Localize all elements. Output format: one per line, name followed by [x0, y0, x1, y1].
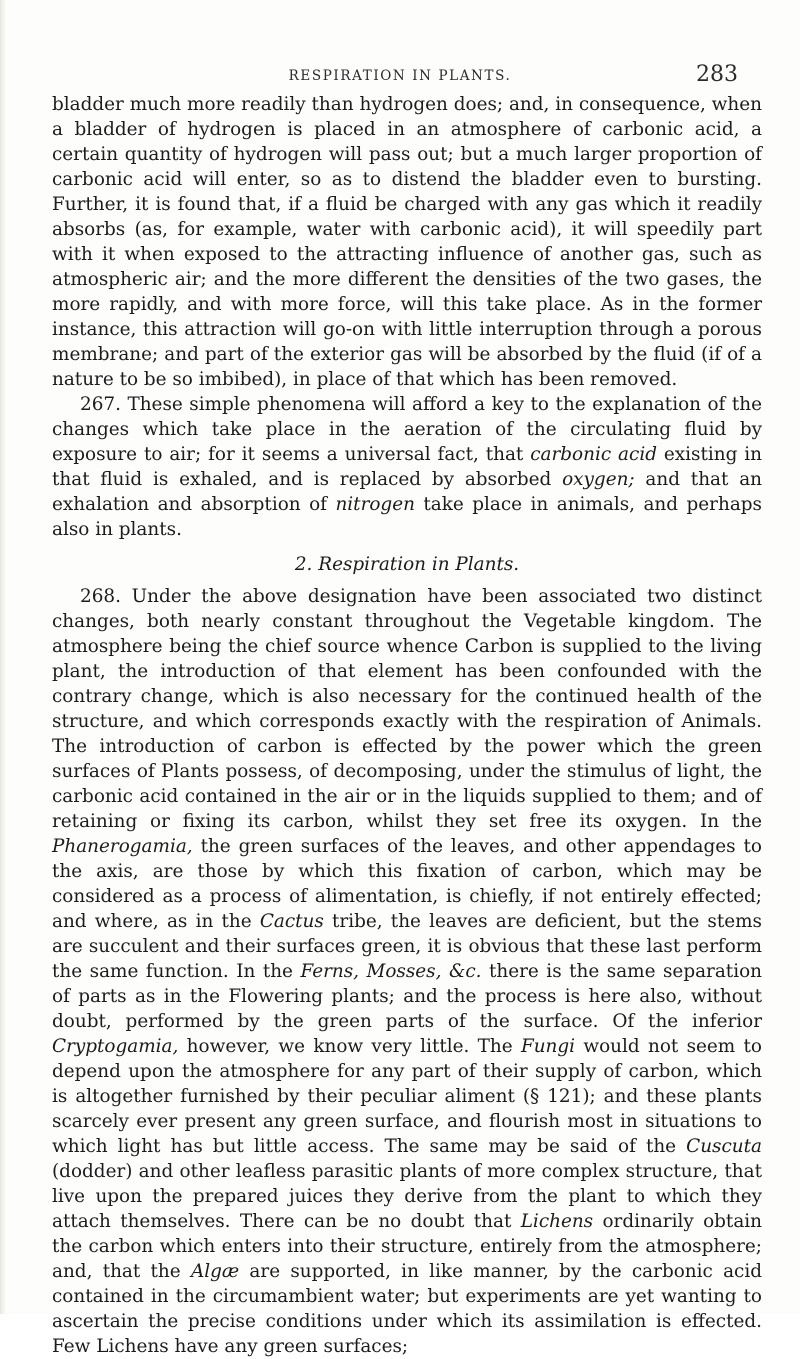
running-head: [60, 62, 740, 92]
paragraph-268: [52, 584, 762, 1359]
paragraph-268-text: there is the same separation of parts as in the Flowering plants; and the process is here also, without doubt, performed by the green parts of the surface. Of the inferior: [52, 961, 763, 1032]
paragraph-268-text: (dodder) and other leafless parasitic plants of more complex structure, that live upon the prepared juices they derive from the plant to which they attach themselves. There can be no doubt that: [52, 1161, 762, 1232]
italic-term: Cactus: [259, 911, 324, 932]
italic-term: nitrogen: [335, 494, 415, 515]
paragraph-267-text: and that an exhalation and absorption of: [52, 469, 762, 515]
italic-term: Fungi: [520, 1036, 576, 1057]
paragraph-268-text: 268. Under the above designation have been associated two distinct changes, both nearly constant throughout the Vegetable kingdom. The atmosphere being the chief source whence Carbon is supplied to the living plant, the introduction of that element has been confounded with the contrary change, which is also necessary for the continued health of the structure, and which corresponds exactly with the respiration of Animals. The introduction of carbon is effected by the power which the green surfaces of Plants possess, of decomposing, under the stimulus of light, the carbonic acid contained in the air or in the liquids supplied to them; and of retaining or fixing its carbon, whilst they set free its oxygen. In the: [52, 586, 762, 832]
body-text: [52, 92, 762, 1359]
paragraph-268-text: ordinarily obtain the carbon which enters into their structure, entirely from the atmosphere; and, that the: [52, 1211, 763, 1282]
paragraph-268-text: would not seem to depend upon the atmosphere for any part of their supply of carbon, which is altogether furnished by their peculiar aliment (§ 121); and these plants scarcely ever present any green surface, and flourish most in situations to which light has but little access. The same may be said of the: [52, 1036, 763, 1157]
paragraph-268-text: the green surfaces of the leaves, and other appendages to the axis, are those by which this fixation of carbon, which may be considered as a process of alimentation, is chiefly, if not entirely effected; and where, as in the: [52, 836, 762, 932]
running-title: RESPIRATION IN PLANTS.: [288, 68, 512, 84]
italic-term: Cryptogamia,: [52, 1036, 179, 1057]
italic-term: carbonic acid: [530, 444, 657, 465]
paragraph-continued: [52, 92, 762, 392]
paragraph-267-text: existing in that fluid is exhaled, and is replaced by absorbed: [52, 444, 762, 490]
paragraph-268-text: tribe, the leaves are deficient, but the stems are succulent and their surfaces green, it is obvious that these last perform the same function. In the: [52, 911, 762, 982]
section-title: Respiration in Plants.: [318, 554, 520, 575]
paragraph-267: [52, 392, 762, 542]
page-number: 283: [696, 62, 738, 87]
paragraph-continued-text: bladder much more readily than hydrogen does; and, in consequence, when a bladder of hydrogen is placed in an atmosphere of carbonic acid, a certain quantity of hydrogen will pass out; but a much larger proportion of carbonic acid will enter, so as to distend the bladder even to bursting. Further, it is found that, if a fluid be charged with any gas which it readily absorbs (as, for example, water with carbonic acid), it will speedily part with it when exposed to the attracting influence of another gas, such as atmospheric air; and the more different the densities of the two gases, the more rapidly, and with more force, will this take place. As in the former instance, this attraction will go-on with little interruption through a porous membrane; and part of the exterior gas will be absorbed by the fluid (if of a nature to be so imbibed), in place of that which has been removed.: [52, 94, 762, 390]
italic-term: Cuscuta: [686, 1136, 762, 1157]
section-number: 2.: [294, 554, 313, 575]
section-heading: [52, 552, 762, 577]
page-edge-shadow: [0, 0, 6, 1314]
italic-term: Algæ: [190, 1261, 240, 1282]
paragraph-267-text: take place in animals, and perhaps also in plants.: [52, 494, 762, 540]
paragraph-268-text: however, we know very little. The: [178, 1036, 521, 1057]
paragraph-267-text: 267. These simple phenomena will afford a key to the explanation of the changes which take place in the aeration of the circulating fluid by exposure to air; for it seems a universal fact, that: [52, 394, 762, 465]
italic-term: Ferns, Mosses, &c.: [300, 961, 482, 982]
italic-term: oxygen;: [562, 469, 635, 490]
italic-term: Lichens: [520, 1211, 594, 1232]
paragraph-268-text: are supported, in like manner, by the carbonic acid contained in the circumambient water; but experiments are yet wanting to ascertain the precise conditions under which its assimilation is effected. Few Lichens have any green surfaces;: [52, 1261, 762, 1357]
italic-term: Phanerogamia,: [52, 836, 193, 857]
